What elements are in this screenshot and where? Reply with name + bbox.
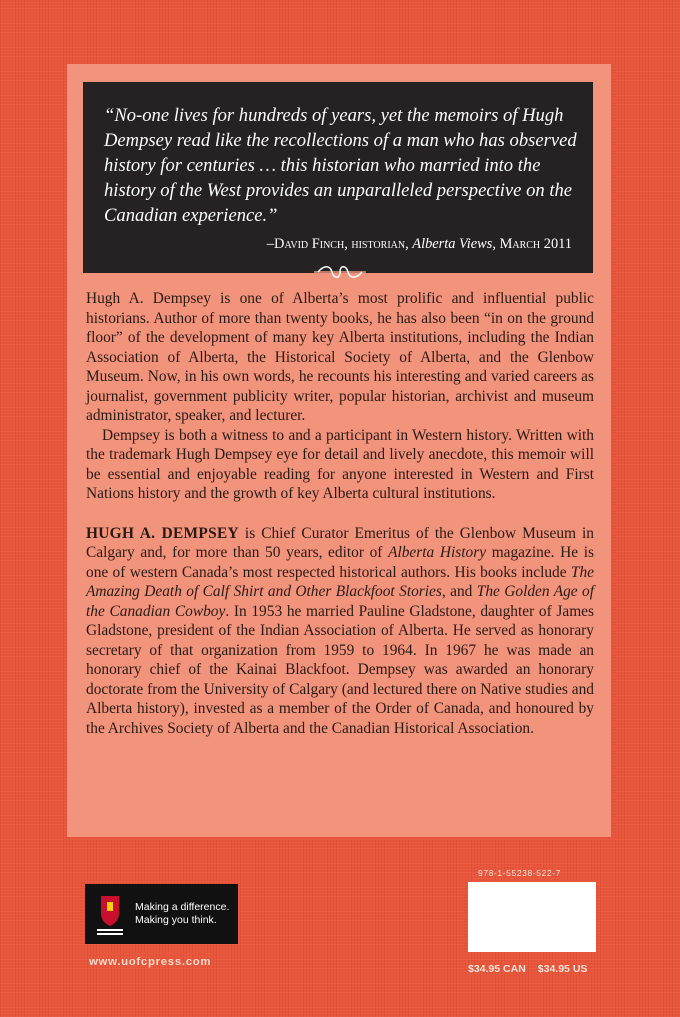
quote-text: “No-one lives for hundreds of years, yet the memoirs of Hugh Dempsey read like the recollections of a man who has observed history for centuries … this historian who married into the history of the West provides an unparalleled perspective on the Canadian experience.” (104, 105, 577, 226)
quote-box (83, 82, 593, 273)
publisher-website[interactable]: www.uofcpress.com (89, 956, 212, 968)
price-list (468, 963, 587, 975)
attribution-dash: – (266, 236, 275, 252)
bio-text-4: . In 1953 he married Pauline Gladstone, daughter of James Gladstone, president of the Indian Association of Alberta. He served as honorary secretary of that organization from 1959 to 1964. In 1967 he was made an honorary chief of the Kainai Blackfoot. Dempsey was awarded an honorary doctorate from the University of Calgary (and lectured there on Native studies and Alberta history), invested as a member of the Order of Canada, and honoured by the Archives Society of Alberta and the Canadian Historical Association. (86, 602, 594, 737)
description-body (86, 289, 594, 738)
ornament-flourish (312, 264, 368, 280)
bio-magazine-title: Alberta History (388, 544, 487, 561)
tagline-line-1: Making a difference. (135, 901, 230, 913)
price-us: $34.95 US (537, 963, 588, 975)
author-bio (86, 524, 594, 739)
barcode-area (468, 882, 596, 952)
bio-text-2: magazine. He is one of western Canada’s most respected historical authors. His books include (86, 544, 594, 581)
quote-date: , March 2011 (492, 236, 572, 252)
isbn-number: 978-1-55238-522-7 (478, 868, 561, 878)
tagline-line-2: Making you think. (135, 914, 217, 926)
bio-book-title-2: The Golden Age of the Canadian Cowboy (86, 583, 594, 620)
publisher-logo (85, 884, 238, 944)
quote-author: David Finch, historian, (274, 236, 413, 252)
price-can: $34.95 CAN (468, 963, 526, 975)
bio-text-3: , and (441, 583, 477, 600)
quote-attribution (267, 236, 572, 253)
author-name: HUGH A. DEMPSEY (86, 524, 239, 542)
description-paragraph-1: Hugh A. Dempsey is one of Alberta’s most prolific and influential public historians. Author of more than twenty books, he has also been “in on the ground floor” of the development of many key Alberta institutions, including the Indian Association of Alberta, the Historical Society of Alberta, and the Glenbow Museum. Now, in his own words, he recounts his interesting and varied careers as journalist, government publicity writer, popular historian, archivist and museum administrator, speaker, and lecturer. (86, 290, 594, 424)
university-crest-icon (95, 893, 125, 937)
publisher-tagline (135, 901, 229, 927)
quote-publication: Alberta Views (412, 236, 493, 252)
bio-book-title-1: The Amazing Death of Calf Shirt and Other Blackfoot Stories (86, 563, 594, 600)
bio-text-1: is Chief Curator Emeritus of the Glenbow Museum in Calgary and, for more than 50 years, editor of (86, 524, 594, 561)
description-paragraph-2: Dempsey is both a witness to and a participant in Western history. Written with the trademark Hugh Dempsey eye for detail and lively anecdote, this memoir will be essential and enjoyable reading for anyone interested in Western and First Nations history and the growth of key Alberta cultural institutions. (86, 426, 594, 502)
